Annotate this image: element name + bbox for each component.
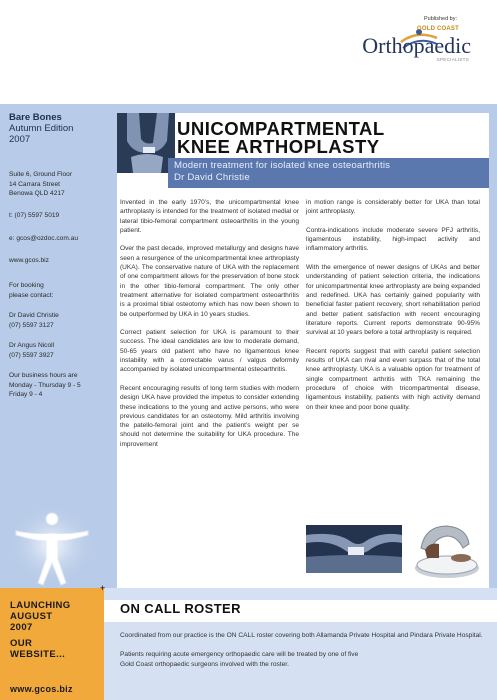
phone-text: t: (07) 5597 5019 bbox=[9, 212, 60, 219]
oncall-line: Patients requiring acute emergency orthopaedic care will be treated by one of five bbox=[120, 651, 359, 658]
article-column-left bbox=[120, 198, 299, 458]
article-author: Dr David Christie bbox=[174, 172, 250, 183]
published-by-label: Published by: bbox=[423, 16, 457, 22]
hours-line: Friday 9 - 4 bbox=[9, 391, 43, 398]
edition-title bbox=[9, 112, 73, 145]
business-hours bbox=[9, 371, 81, 400]
address-line: Suite 6, Ground Floor bbox=[9, 171, 73, 178]
article-paragraph: Contra-indications include moderate severe PFJ arthritis, ligamentous instability, high-impact activity and inflammatory arthritis. bbox=[306, 226, 480, 253]
address-block bbox=[9, 170, 72, 199]
oncall-line: Gold Coast orthopaedic surgeons involved with the roster. bbox=[120, 660, 289, 668]
article-title-line: UNICOMPARTMENTAL bbox=[177, 118, 385, 139]
oncall-paragraph: Coordinated from our practice is the ON CALL roster covering both Allamanda Private Hospital and Pindara Private Hospital. bbox=[120, 632, 483, 639]
article-paragraph: Recent reports suggest that with careful patient selection results of UKA can rival and even surpass that of the total knee arthroplasty. UKA is a valuable option for treatment of single compartment arthritis with TKA remaining the procedure of choice with tricompartmental disease, ligamentous instability, patients with high activity demand on their knee and poor bone quality. bbox=[306, 347, 480, 411]
logo-top-text: GOLD COAST bbox=[417, 26, 459, 32]
launch-announcement bbox=[10, 600, 71, 660]
booking-heading bbox=[9, 281, 53, 300]
doctor-name: Dr David Christie bbox=[9, 312, 59, 319]
article-paragraph: Correct patient selection for UKA is paramount to their success. The ideal candidates are low to moderate demand, 50-65 years old patient who have no ligamentous knee instability with a correctable varus / valgus deformity accompanied by isolated unicompartmental osteoarthritis. bbox=[120, 329, 299, 374]
edition-season: Autumn Edition bbox=[9, 123, 74, 134]
article-subtitle bbox=[174, 160, 390, 184]
article-paragraph: in motion range is considerably better for UKA than total joint arthroplasty. bbox=[306, 199, 480, 216]
launch-line: AUGUST bbox=[10, 611, 53, 622]
article-paragraph: Recent encouraging results of long term studies with modern design UKA have provided the impetus to consider extending these indications to the young and active persons, who were previous candidates for an osteotomy. Mild arthritis involving the patello-femoral joint and the patient’s weight per se should not determine the suitability for UKA procedure. The improvement bbox=[120, 384, 299, 448]
knee-xray-image bbox=[117, 113, 175, 173]
crop-mark-icon: + bbox=[100, 583, 106, 593]
logo-wordmark: Orthopaedic bbox=[362, 33, 471, 58]
knee-xray-image-2 bbox=[306, 525, 402, 573]
edition-year: 2007 bbox=[9, 134, 31, 145]
article-paragraph: With the emergence of newer designs of UKAs and better understanding of patient selection criteria, the indications for unicompartmental knee arthroplasty are being expanded and redefined. UKA has certainly gained popularity with beneficial faster patient recovery, short rehabilitation period and better patient satisfaction with recent encouraging literature reports. Current reports demonstrate 90-95% survival at 10 years before a total arthroplasty is required. bbox=[306, 264, 480, 337]
hours-line: Our business hours are bbox=[9, 372, 78, 379]
article-title-line: KNEE ARTHOPLASTY bbox=[177, 136, 380, 157]
launch-website-link[interactable]: www.gcos.biz bbox=[10, 684, 73, 694]
launch-line: OUR bbox=[10, 638, 33, 649]
doctor-name: Dr Angus Nicoll bbox=[9, 342, 55, 349]
doctor-phone: (07) 5597 3927 bbox=[9, 351, 54, 359]
edition-name: Bare Bones bbox=[9, 112, 62, 123]
booking-line: please contact: bbox=[9, 291, 54, 299]
article-paragraph: Invented in the early 1970’s, the unicompartmental knee arthroplasty is intended for the treatment of isolated medial or lateral tibio-femoral compartment osteoarthritis in the young patient. bbox=[120, 199, 299, 234]
launch-line: 2007 bbox=[10, 622, 33, 633]
doctor-contact-christie bbox=[9, 311, 59, 330]
launch-line: WEBSITE... bbox=[10, 649, 66, 660]
article-column-right bbox=[306, 198, 480, 421]
logo-sub-text: SPECIALISTS bbox=[436, 57, 469, 62]
website-link[interactable]: www.gcos.biz bbox=[9, 257, 49, 264]
hours-line: Monday - Thursday 9 - 5 bbox=[9, 381, 81, 389]
article-title bbox=[177, 120, 385, 156]
oncall-title: ON CALL ROSTER bbox=[120, 601, 241, 616]
human-figure-icon bbox=[6, 505, 98, 587]
launch-line: LAUNCHING bbox=[10, 600, 71, 611]
booking-line: For booking bbox=[9, 282, 44, 289]
doctor-contact-nicoll bbox=[9, 341, 54, 360]
email-link[interactable]: e: gcos@ozdoc.com.au bbox=[9, 235, 79, 242]
doctor-phone: (07) 5597 3127 bbox=[9, 321, 54, 329]
article-paragraph: Over the past decade, improved metallurgy and designs have seen a resurgence of the unicompartmental knee arthroplasty (UKA). The conservative nature of UKA with the replacement of one compartment allows for the preservation of bone stock in the other tibio-femoral compartment. The only other treatment alternative for isolated compartment osteoarthritis is a proximal tibial osteotomy which has now been shown to be outperformed by UKA in 10 years studies. bbox=[120, 245, 299, 318]
knee-implant-image bbox=[405, 518, 485, 584]
address-line: 14 Carrara Street bbox=[9, 180, 60, 188]
address-line: Benowa QLD 4217 bbox=[9, 190, 65, 197]
article-subtitle-line: Modern treatment for isolated knee osteoarthritis bbox=[174, 160, 391, 171]
oncall-paragraph-2 bbox=[120, 650, 490, 669]
